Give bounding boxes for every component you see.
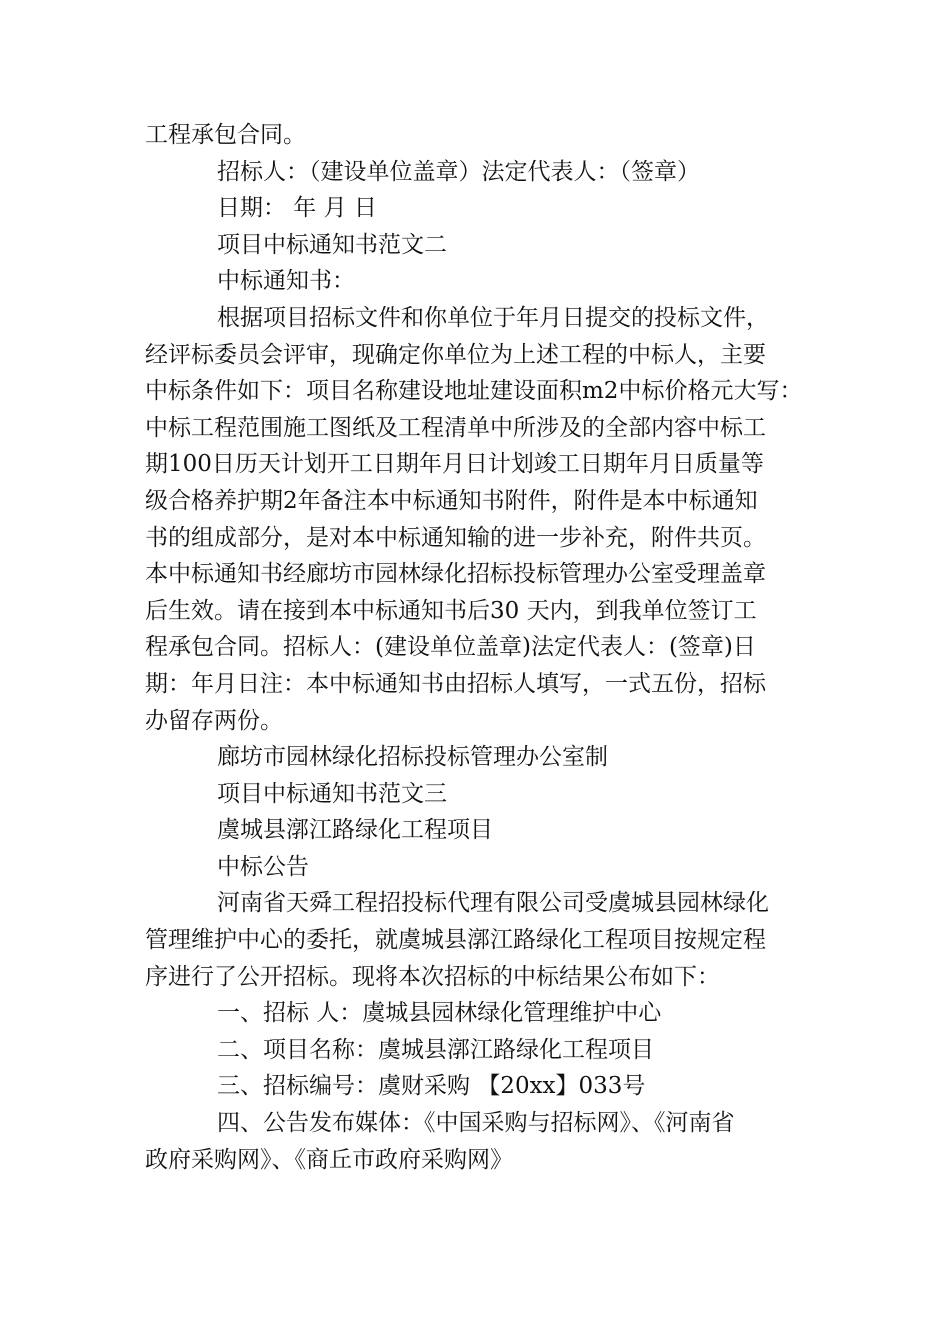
- list-item: 二、项目名称：虞城县漷江路绿化工程项目: [217, 1036, 654, 1063]
- text-line: 虞城县漷江路绿化工程项目: [217, 817, 493, 844]
- text-line: 书的组成部分，是对本中标通知输的进一步补充，附件共页。: [145, 524, 766, 551]
- text-line: 期：年月日注：本中标通知书由招标人填写，一式五份，招标: [145, 670, 766, 697]
- text-line: 后生效。请在接到本中标通知书后30 天内，到我单位签订工: [145, 597, 757, 624]
- text-line: 中标通知书：: [217, 268, 355, 295]
- text-line: 河南省天舜工程招投标代理有限公司受虞城县园林绿化: [217, 890, 769, 917]
- text-line: 工程承包合同。: [145, 122, 306, 148]
- text-line: 管理维护中心的委托，就虞城县漷江路绿化工程项目按规定程: [145, 927, 766, 954]
- text-line: 招标人：（建设单位盖章）法定代表人：（签章）: [217, 158, 700, 185]
- text-line: 中标公告: [217, 853, 309, 880]
- text-line: 本中标通知书经廊坊市园林绿化招标投标管理办公室受理盖章: [145, 561, 766, 588]
- section-heading: 项目中标通知书范文二: [217, 231, 447, 258]
- section-heading: 项目中标通知书范文三: [217, 780, 447, 807]
- text-line: 中标条件如下：项目名称建设地址建设面积m2中标价格元大写：: [145, 378, 803, 405]
- text-line: 政府采购网》、《商丘市政府采购网》: [145, 1146, 513, 1173]
- text-line: 根据项目招标文件和你单位于年月日提交的投标文件，: [217, 304, 769, 331]
- list-item: 一、招标 人：虞城县园林绿化管理维护中心: [217, 1000, 662, 1027]
- text-line: 中标工程范围施工图纸及工程清单中所涉及的全部内容中标工: [145, 414, 766, 441]
- list-item: 三、招标编号：虞财采购 【20xx】033号: [217, 1073, 646, 1100]
- text-line: 办留存两份。: [145, 707, 283, 734]
- text-line: 期100日历天计划开工日期年月日计划竣工日期年月日质量等: [145, 451, 764, 478]
- text-line: 级合格养护期2年备注本中标通知书附件，附件是本中标通知: [145, 487, 758, 514]
- text-line: 序进行了公开招标。现将本次招标的中标结果公布如下：: [145, 963, 720, 990]
- text-line: 日期： 年 月 日: [217, 195, 377, 222]
- text-line: 经评标委员会评审，现确定你单位为上述工程的中标人，主要: [145, 341, 766, 368]
- list-item: 四、公告发布媒体：《中国采购与招标网》、《河南省: [217, 1110, 735, 1137]
- text-line: 廊坊市园林绿化招标投标管理办公室制: [217, 744, 608, 771]
- text-line: 程承包合同。招标人：(建设单位盖章)法定代表人：(签章)日: [145, 634, 756, 661]
- document-body: [145, 117, 810, 1178]
